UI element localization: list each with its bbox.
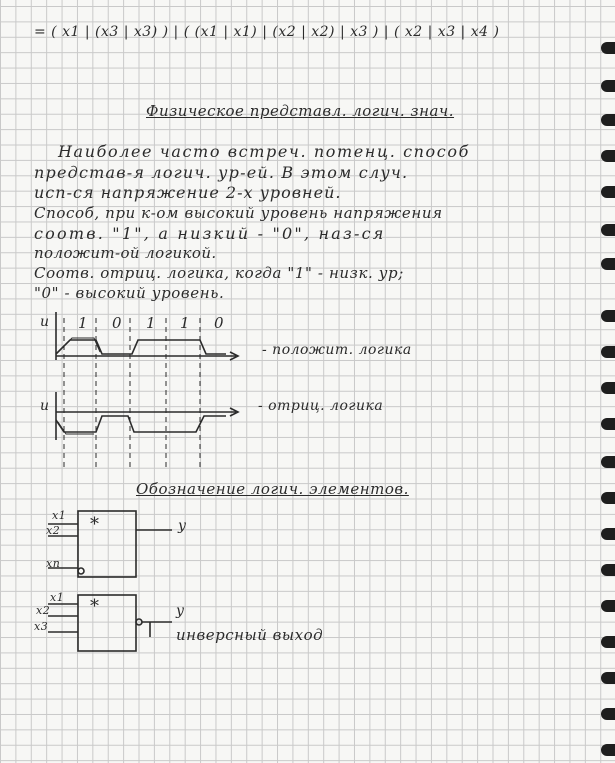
element-symbol: * [90, 596, 100, 617]
output-label: y [178, 518, 187, 534]
negative-logic-label: - отриц. логика [258, 398, 384, 414]
axis-label-top: u [40, 314, 50, 330]
inverse-output-caption: инверсный выход [176, 626, 324, 644]
positive-logic-label: - положит. логика [262, 342, 412, 358]
output-label: y [176, 603, 185, 619]
axis-label-bottom: u [40, 398, 50, 414]
element-symbol: * [90, 514, 100, 535]
section-title-physical: Физическое представл. логич. знач. [146, 102, 455, 120]
formula-line: = ( x1 | (x3 | x3) ) | ( (x1 | x1) | (x2 | x2) | x3 ) | ( x2 | x3 | x4 ) [34, 24, 500, 40]
section-title-elements: Обозначение логич. элементов. [136, 480, 409, 498]
